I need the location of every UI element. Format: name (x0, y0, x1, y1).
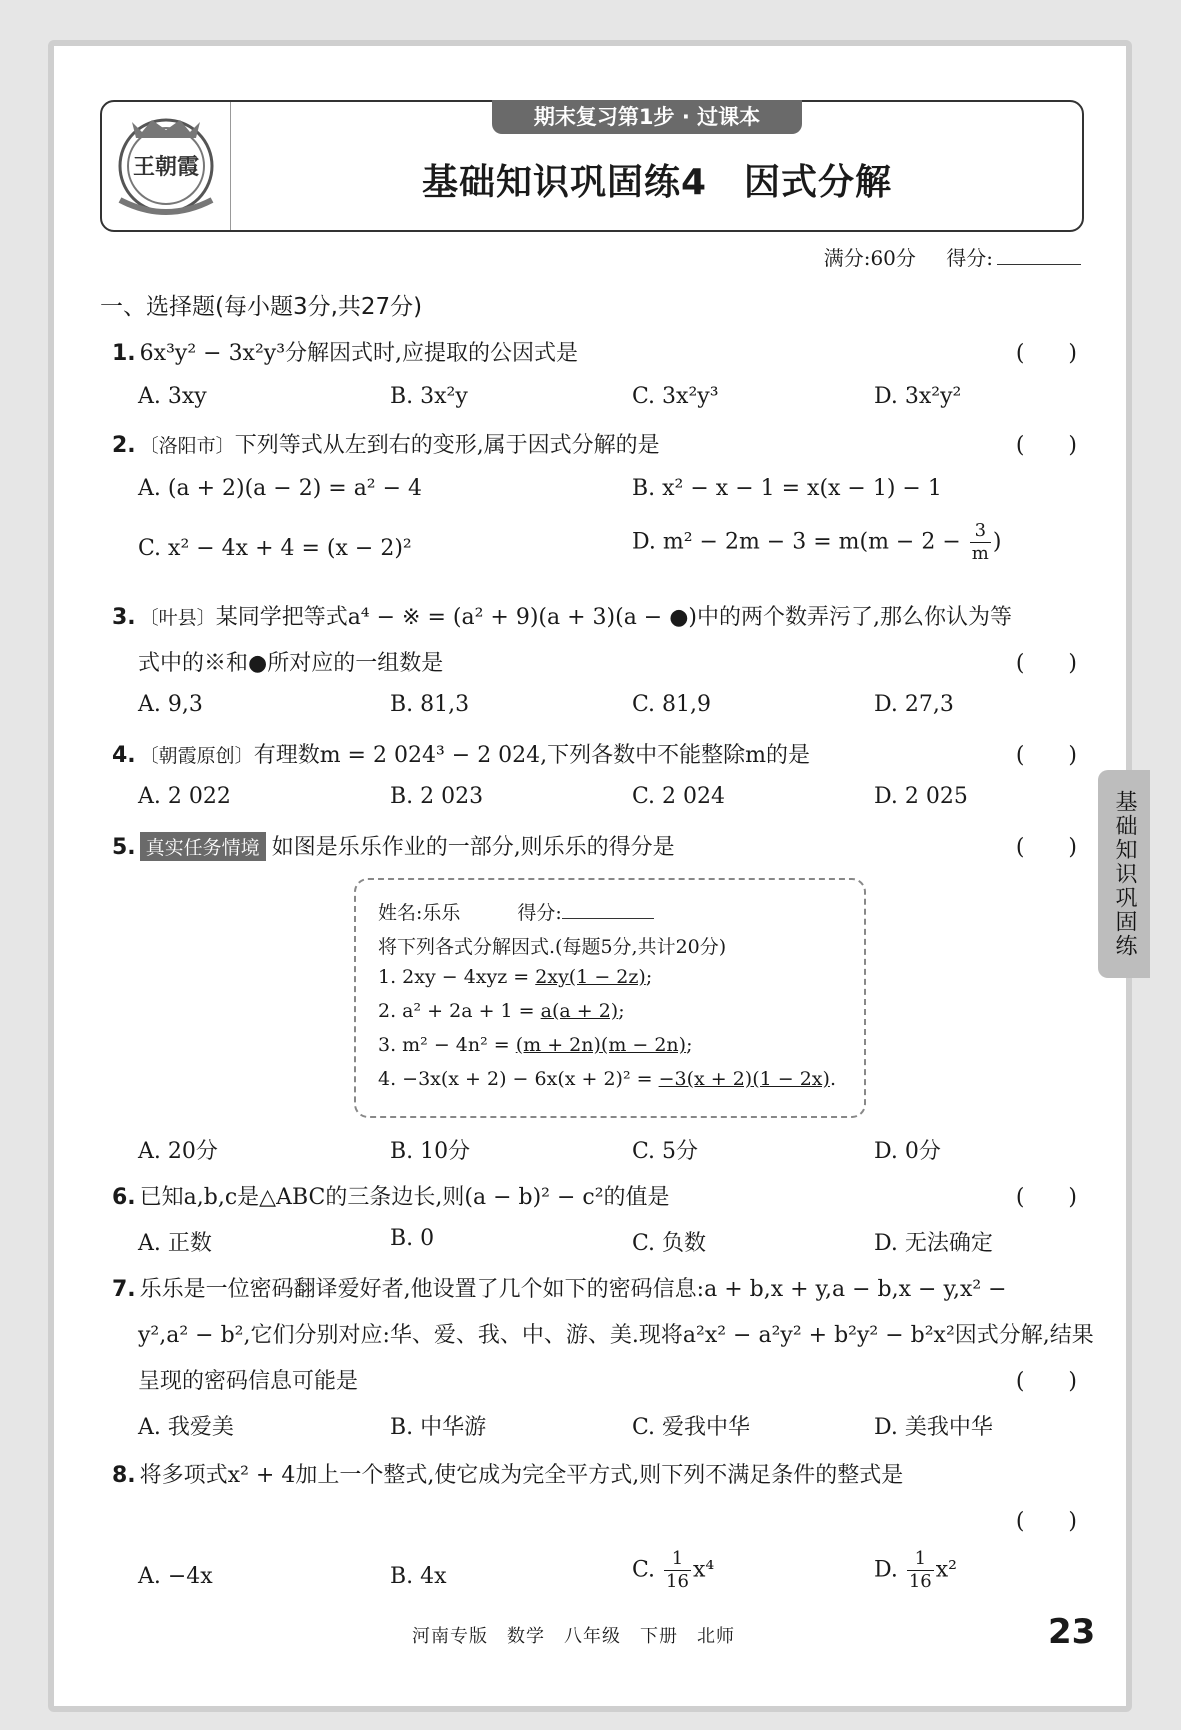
q8-option-d[interactable]: D. $\frac{1}{16}$ x² (874, 1548, 957, 1592)
q5-option-b[interactable]: B. 10分 (390, 1139, 471, 1164)
question-3-cont: 式中的※和●所对应的一组数是 (138, 651, 444, 676)
logo-text: 王朝霞 (132, 154, 200, 180)
q2-option-a[interactable]: A. (a + 2)(a − 2) = a² − 4 (138, 476, 423, 501)
q6-option-d[interactable]: D. 无法确定 (874, 1231, 993, 1256)
answer-paren-3[interactable]: ( ) (1015, 651, 1077, 676)
q5-option-a[interactable]: A. 20分 (138, 1139, 218, 1164)
q7-option-b[interactable]: B. 中华游 (390, 1415, 487, 1440)
hw-name-line: 姓名:乐乐 得分: (378, 898, 654, 925)
q4-option-d[interactable]: D. 2 025 (874, 784, 968, 809)
hw-instruction: 将下列各式分解因式.(每题5分,共计20分) (378, 936, 727, 958)
q8-option-b[interactable]: B. 4x (390, 1564, 447, 1589)
hw-line-2: 2. a² + 2a + 1 = a(a + 2); (378, 1000, 625, 1022)
q3-option-d[interactable]: D. 27,3 (874, 692, 954, 717)
hw-line-3: 3. m² − 4n² = (m + 2n)(m − 2n); (378, 1034, 693, 1056)
fraction: $\frac{1}{16}$ (908, 1548, 932, 1592)
scenario-badge: 真实任务情境 (140, 832, 266, 861)
q4-option-a[interactable]: A. 2 022 (138, 784, 231, 809)
q6-option-a[interactable]: A. 正数 (138, 1231, 212, 1256)
q2-option-d[interactable]: D. m² − 2m − 3 = m(m − 2 − $\frac{3}{m}$ ) (632, 520, 1002, 564)
answer-paren-2[interactable]: ( ) (1015, 433, 1077, 458)
q1-option-b[interactable]: B. 3x²y (390, 384, 468, 409)
q3-option-b[interactable]: B. 81,3 (390, 692, 470, 717)
q4-option-c[interactable]: C. 2 024 (632, 784, 726, 809)
q1-option-a[interactable]: A. 3xy (138, 384, 207, 409)
q7-option-c[interactable]: C. 爱我中华 (632, 1415, 751, 1440)
section-title: 一、选择题(每小题3分,共27分) (100, 294, 423, 320)
q2-option-c[interactable]: C. x² − 4x + 4 = (x − 2)² (138, 536, 412, 561)
q1-option-d[interactable]: D. 3x²y² (874, 384, 962, 409)
q8-option-a[interactable]: A. −4x (138, 1564, 213, 1589)
answer-paren-5[interactable]: ( ) (1015, 835, 1077, 860)
answer-paren-7[interactable]: ( ) (1015, 1369, 1077, 1394)
footer-text: 河南专版 数学 八年级 下册 北师 (412, 1626, 735, 1647)
answer-paren-6[interactable]: ( ) (1015, 1185, 1077, 1210)
score-line (824, 242, 1081, 271)
fraction: $\frac{1}{16}$ (666, 1548, 689, 1592)
step-banner: 期末复习第1步 · 过课本 (492, 100, 802, 134)
question-7-cont: y²,a² − b²,它们分别对应:华、爱、我、中、游、美.现将a²x² − a²y² + b²y² − b²x²因式分解,结果 (138, 1323, 1094, 1348)
full-score: 满分:60分 (823, 246, 916, 270)
got-score-label: 得分: (946, 246, 993, 270)
q6-option-b[interactable]: B. 0 (390, 1226, 435, 1251)
q4-option-b[interactable]: B. 2 023 (390, 784, 484, 809)
q5-option-d[interactable]: D. 0分 (874, 1139, 941, 1164)
q2-option-b[interactable]: B. x² − x − 1 = x(x − 1) − 1 (632, 476, 942, 501)
question-6: 6. 已知a,b,c是△ABC的三条边长,则(a − b)² − c²的值是 (112, 1185, 670, 1210)
homework-box (354, 878, 866, 1118)
q7-option-d[interactable]: D. 美我中华 (874, 1415, 993, 1440)
question-5: 5. 真实任务情境 如图是乐乐作业的一部分,则乐乐的得分是 (112, 830, 675, 861)
q3-option-c[interactable]: C. 81,9 (632, 692, 712, 717)
question-4: 4. 〔朝霞原创〕有理数m = 2 024³ − 2 024,下列各数中不能整除m的是 (112, 743, 811, 768)
fraction: $\frac{3}{m}$ (971, 520, 989, 564)
q3-option-a[interactable]: A. 9,3 (138, 692, 203, 717)
score-blank[interactable] (997, 264, 1081, 265)
q8-option-c[interactable]: C. $\frac{1}{16}$ x⁴ (632, 1548, 715, 1592)
question-1: 1. 6x³y² − 3x²y³分解因式时,应提取的公因式是 (112, 341, 579, 366)
answer-paren-1[interactable]: ( ) (1015, 341, 1077, 366)
question-7-cont-2: 呈现的密码信息可能是 (138, 1369, 359, 1394)
hw-line-4: 4. −3x(x + 2) − 6x(x + 2)² = −3(x + 2)(1 − 2x). (378, 1068, 836, 1090)
q6-option-c[interactable]: C. 负数 (632, 1231, 707, 1256)
question-3: 3. 〔叶县〕某同学把等式a⁴ − ※ = (a² + 9)(a + 3)(a − ●)中的两个数弄污了,那么你认为等 (112, 605, 1013, 630)
question-8: 8. 将多项式x² + 4加上一个整式,使它成为完全平方式,则下列不满足条件的整式是 (112, 1463, 904, 1488)
answer-paren-8[interactable]: ( ) (1015, 1509, 1077, 1534)
page-title: 基础知识巩固练4 因式分解 (421, 162, 893, 203)
logo (102, 102, 231, 230)
q5-option-c[interactable]: C. 5分 (632, 1139, 699, 1164)
side-tab: 基础知识巩固练 (1098, 770, 1150, 978)
question-7: 7. 乐乐是一位密码翻译爱好者,他设置了几个如下的密码信息:a + b,x + y,a − b,x − y,x² − (112, 1277, 1007, 1302)
q1-option-c[interactable]: C. 3x²y³ (632, 384, 719, 409)
q7-option-a[interactable]: A. 我爱美 (138, 1415, 234, 1440)
question-2: 2. 〔洛阳市〕下列等式从左到右的变形,属于因式分解的是 (112, 433, 660, 458)
hw-line-1: 1. 2xy − 4xyz = 2xy(1 − 2z); (378, 966, 653, 988)
page-number: 23 (1048, 1612, 1096, 1652)
header-box (100, 100, 1084, 232)
answer-paren-4[interactable]: ( ) (1015, 743, 1077, 768)
